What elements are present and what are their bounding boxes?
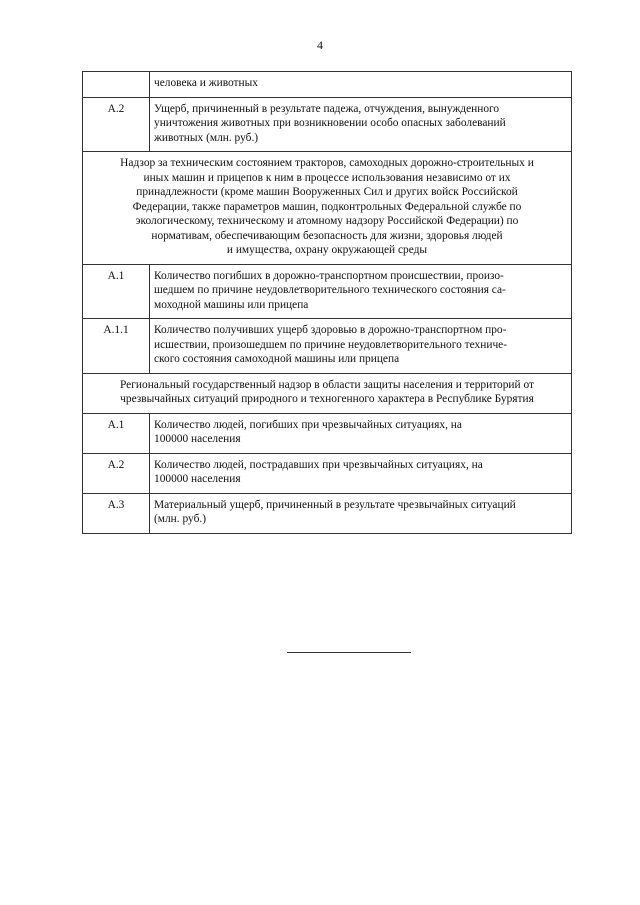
section-header-row — [83, 373, 572, 413]
indicator-code: А.1 — [83, 264, 150, 319]
text-line: ского состояния самоходной машины или прицепа — [154, 353, 400, 365]
indicator-description — [150, 453, 572, 493]
indicator-description — [150, 413, 572, 453]
text-line: уничтожения животных при возникновении особо опасных заболеваний — [154, 117, 506, 129]
text-line: принадлежности (кроме машин Вооруженных Сил и других войск Российской — [136, 186, 518, 198]
text-line: (млн. руб.) — [154, 513, 207, 525]
text-line: Надзор за техническим состоянием тракторов, самоходных дорожно-строительных и — [120, 157, 534, 169]
indicator-description — [150, 97, 572, 152]
indicators-table — [82, 71, 572, 534]
text-line: исшествии, произошедшем по причине неудовлетворительного техниче- — [154, 338, 508, 351]
text-line: 100000 населения — [154, 433, 241, 445]
indicator-code: А.2 — [83, 453, 150, 493]
table-row — [83, 72, 572, 98]
text-line: шедшем по причине неудовлетворительного технического состояния са- — [154, 284, 506, 296]
indicator-description — [150, 493, 572, 533]
text-line: человека и животных — [154, 77, 258, 89]
section-title — [83, 152, 572, 265]
text-line: Материальный ущерб, причиненный в результате чрезвычайных ситуаций — [154, 498, 516, 511]
text-line: нормативам, обеспечивающим безопасность для жизни, здоровья людей — [151, 229, 503, 242]
indicator-code: А.2 — [83, 97, 150, 152]
text-line: Ущерб, причиненный в результате падежа, отчуждения, вынужденного — [154, 102, 500, 115]
closing-rule-line — [287, 652, 411, 653]
indicator-code: А.1 — [83, 413, 150, 453]
text-line: чрезвычайных ситуаций природного и техногенного характера в Республике Бурятия — [120, 393, 534, 405]
indicator-description — [150, 319, 572, 374]
text-line: Количество погибших в дорожно-транспортном происшествии, произо- — [154, 269, 504, 282]
indicator-code — [83, 72, 150, 98]
text-line: 100000 населения — [154, 473, 241, 485]
table-body — [83, 72, 572, 534]
text-line: Количество людей, погибших при чрезвычайных ситуациях, на — [154, 418, 462, 431]
text-line: Количество получивших ущерб здоровью в дорожно-транспортном про- — [154, 324, 507, 336]
text-line: Региональный государственный надзор в области защиты населения и территорий от — [120, 378, 534, 391]
table-row — [83, 413, 572, 453]
indicator-description — [150, 72, 572, 98]
table-row — [83, 319, 572, 374]
text-line: Федерации, также параметров машин, подконтрольных Федеральной службе по — [132, 200, 522, 213]
indicator-code: А.3 — [83, 493, 150, 533]
text-line: Количество людей, пострадавших при чрезвычайных ситуациях, на — [154, 458, 483, 471]
text-line: животных (млн. руб.) — [154, 131, 259, 144]
table-row — [83, 493, 572, 533]
table-row — [83, 453, 572, 493]
indicator-description — [150, 264, 572, 319]
section-header-row — [83, 152, 572, 265]
section-title — [83, 373, 572, 413]
page-number: 4 — [317, 38, 323, 52]
text-line: экологическому, техническому и атомному надзору Российской Федерации) по — [135, 215, 519, 227]
text-line: и имущества, охрану окружающей среды — [226, 244, 428, 256]
table-row — [83, 97, 572, 152]
text-line: иных машин и прицепов к ним в процессе использования независимо от их — [143, 171, 511, 184]
text-line: моходной машины или прицепа — [154, 298, 309, 311]
table-row — [83, 264, 572, 319]
indicator-code: А.1.1 — [83, 319, 150, 374]
